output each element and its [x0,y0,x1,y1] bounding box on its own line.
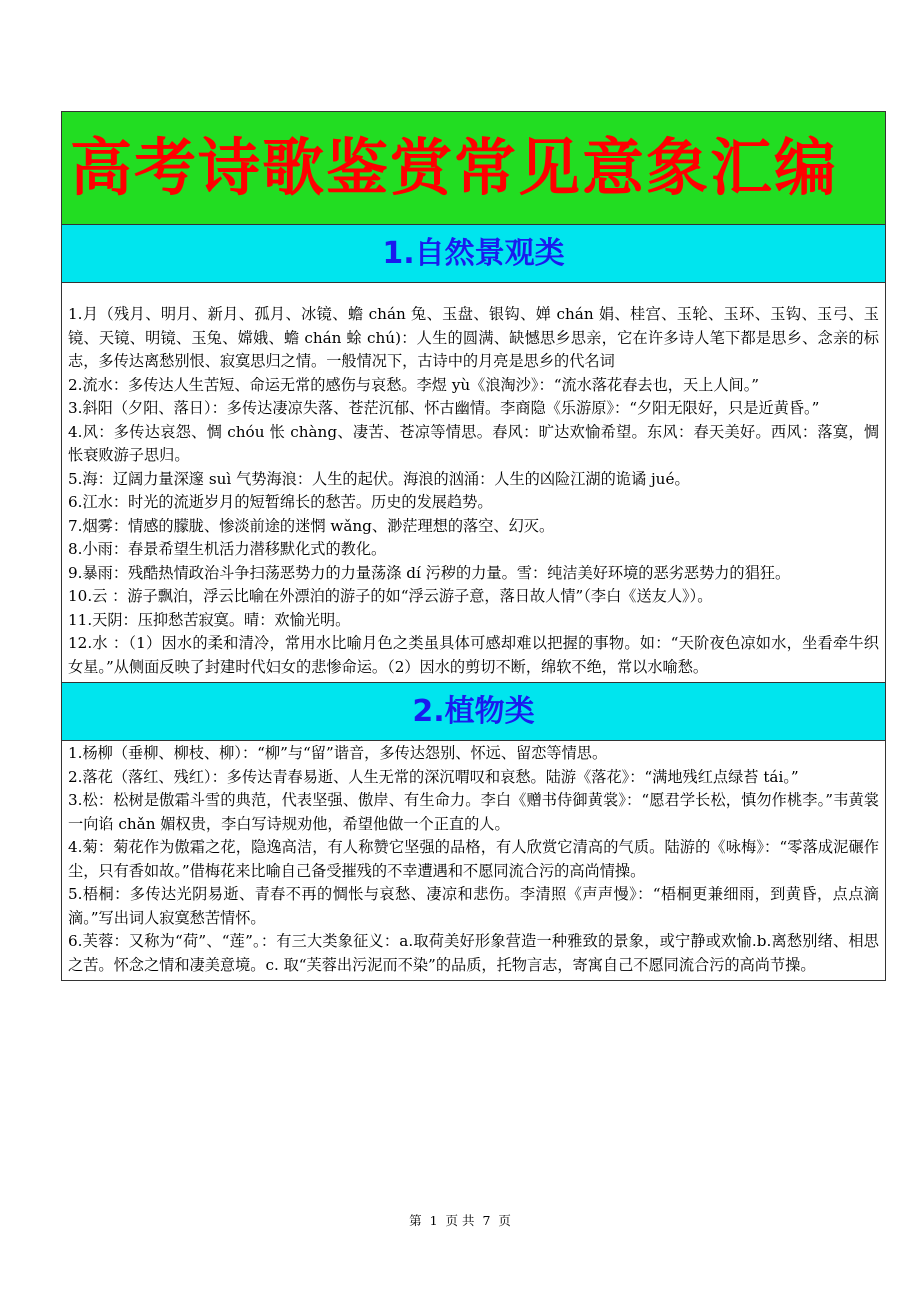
section-body-natural [62,283,885,683]
section-body-plants [62,741,885,980]
entry-lotus: 6.芙蓉：又称为“荷”、“莲”。：有三大类象征义：a.取荷美好形象营造一种雅致的景象，或宁静或欢愉.b.离愁别绪、相思之苦。怀念之情和凄美意境。c. 取“芙蓉出污泥而不染”的品质，托物言志，寄寓自己不愿同流合污的高尚节操。 [68,932,879,974]
entry-water: 12.水 ：（1）因水的柔和清冷，常用水比喻月色之类虽具体可感却难以把握的事物。如：“天阶夜色凉如水，坐看牵牛织女星。”从侧面反映了封建时代妇女的悲惨命运。（2）因水的剪切不断，绵软不绝，常以水喻愁。 [68,634,879,676]
document-sheet [61,111,886,981]
section-heading-text: 2.植物类 [412,693,535,729]
entry-pine: 3.松：松树是傲霜斗雪的典范，代表坚强、傲岸、有生命力。李白《赠书侍御黄裳》：“愿君学长松，慎勿作桃李。”韦黄裳一向谄 chǎn 媚权贵，李白写诗规劝他，希望他做一个正直的人。 [68,791,879,833]
entry-parasol-tree: 5.梧桐：多传达光阴易逝、青春不再的惆怅与哀愁、凄凉和悲伤。李清照《声声慢》：“梧桐更兼细雨，到黄昏，点点滴滴。”写出词人寂寞愁苦情怀。 [68,885,879,927]
footer-suffix: 页 [498,1213,511,1228]
entry-sea: 5.海：辽阔力量深邃 suì 气势海浪：人生的起伏。海浪的汹涌：人生的凶险江湖的诡谲 jué。 [68,469,690,488]
entry-moon: 1.月（残月、明月、新月、孤月、冰镜、蟾 chán 兔、玉盘、银钩、婵 chán 娟、桂宫、玉轮、玉环、玉钩、玉弓、玉镜、天镜、明镜、玉兔、嫦娥、蟾 chán 蜍 chú)：人生的圆满、缺憾思乡思亲，它在许多诗人笔下都是思乡、念亲的标志，多传达离愁别恨、寂寞思归之情。一般情况下，古诗中的月亮是思乡的代名词 [68,305,879,370]
entry-cloud: 10.云 ：游子飘泊，浮云比喻在外漂泊的游子的如“浮云游子意，落日故人情”（李白《送友人》）。 [68,587,713,605]
page-footer [0,1211,920,1229]
entry-chrysanthemum: 4.菊：菊花作为傲霜之花，隐逸高洁，有人称赞它坚强的品格，有人欣赏它清高的气质。陆游的《咏梅》：“零落成泥碾作尘，只有香如故。”借梅花来比喻自己备受摧残的不幸遭遇和不愿同流合污的高尚情操。 [68,838,879,880]
section-heading-plants [62,683,885,741]
footer-middle: 页 共 [445,1213,475,1228]
footer-prefix: 第 [409,1213,422,1228]
section-heading-natural [62,225,885,283]
entry-fallen-flowers: 2.落花（落红、残红）：多传达青春易逝、人生无常的深沉喟叹和哀愁。陆游《落花》：“满地残红点绿苔 tái。” [68,767,799,786]
entry-river: 6.江水：时光的流逝岁月的短暂绵长的愁苦。历史的发展趋势。 [68,493,493,511]
entry-mist: 7.烟雾：情感的朦胧、惨淡前途的迷惘 wǎng、渺茫理想的落空、幻灭。 [68,516,555,535]
entry-storm: 9.暴雨：残酷热情政治斗争扫荡恶势力的力量荡涤 dí 污秽的力量。雪：纯洁美好环境的恶劣恶势力的猖狂。 [68,563,791,582]
entry-setting-sun: 3.斜阳（夕阳、落日）：多传达凄凉失落、苍茫沉郁、怀古幽情。李商隐《乐游原》：“夕阳无限好，只是近黄昏。” [68,399,820,417]
entry-flowing-water: 2.流水：多传达人生苦短、命运无常的感伤与哀愁。李煜 yù《浪淘沙》：“流水落花春去也，天上人间。” [68,375,760,394]
title-bar [62,112,885,225]
page-title: 高考诗歌鉴赏常见意象汇编 [70,131,839,204]
footer-total-pages: 7 [482,1213,491,1228]
entry-wind: 4.风：多传达哀怨、惆 chóu 怅 chàng、凄苦、苍凉等情思。春风：旷达欢愉希望。东风：春天美好。西风：落寞，惆怅衰败游子思归。 [68,422,879,464]
entry-willow: 1.杨柳（垂柳、柳枝、柳）：“柳”与“留”谐音，多传达怨别、怀远、留恋等情思。 [68,744,608,762]
entry-overcast: 11.天阴：压抑愁苦寂寞。晴：欢愉光明。 [68,610,351,629]
footer-page-number: 1 [429,1213,438,1228]
entry-light-rain: 8.小雨：春景希望生机活力潜移默化式的教化。 [68,540,387,558]
section-heading-text: 1.自然景观类 [382,235,565,271]
